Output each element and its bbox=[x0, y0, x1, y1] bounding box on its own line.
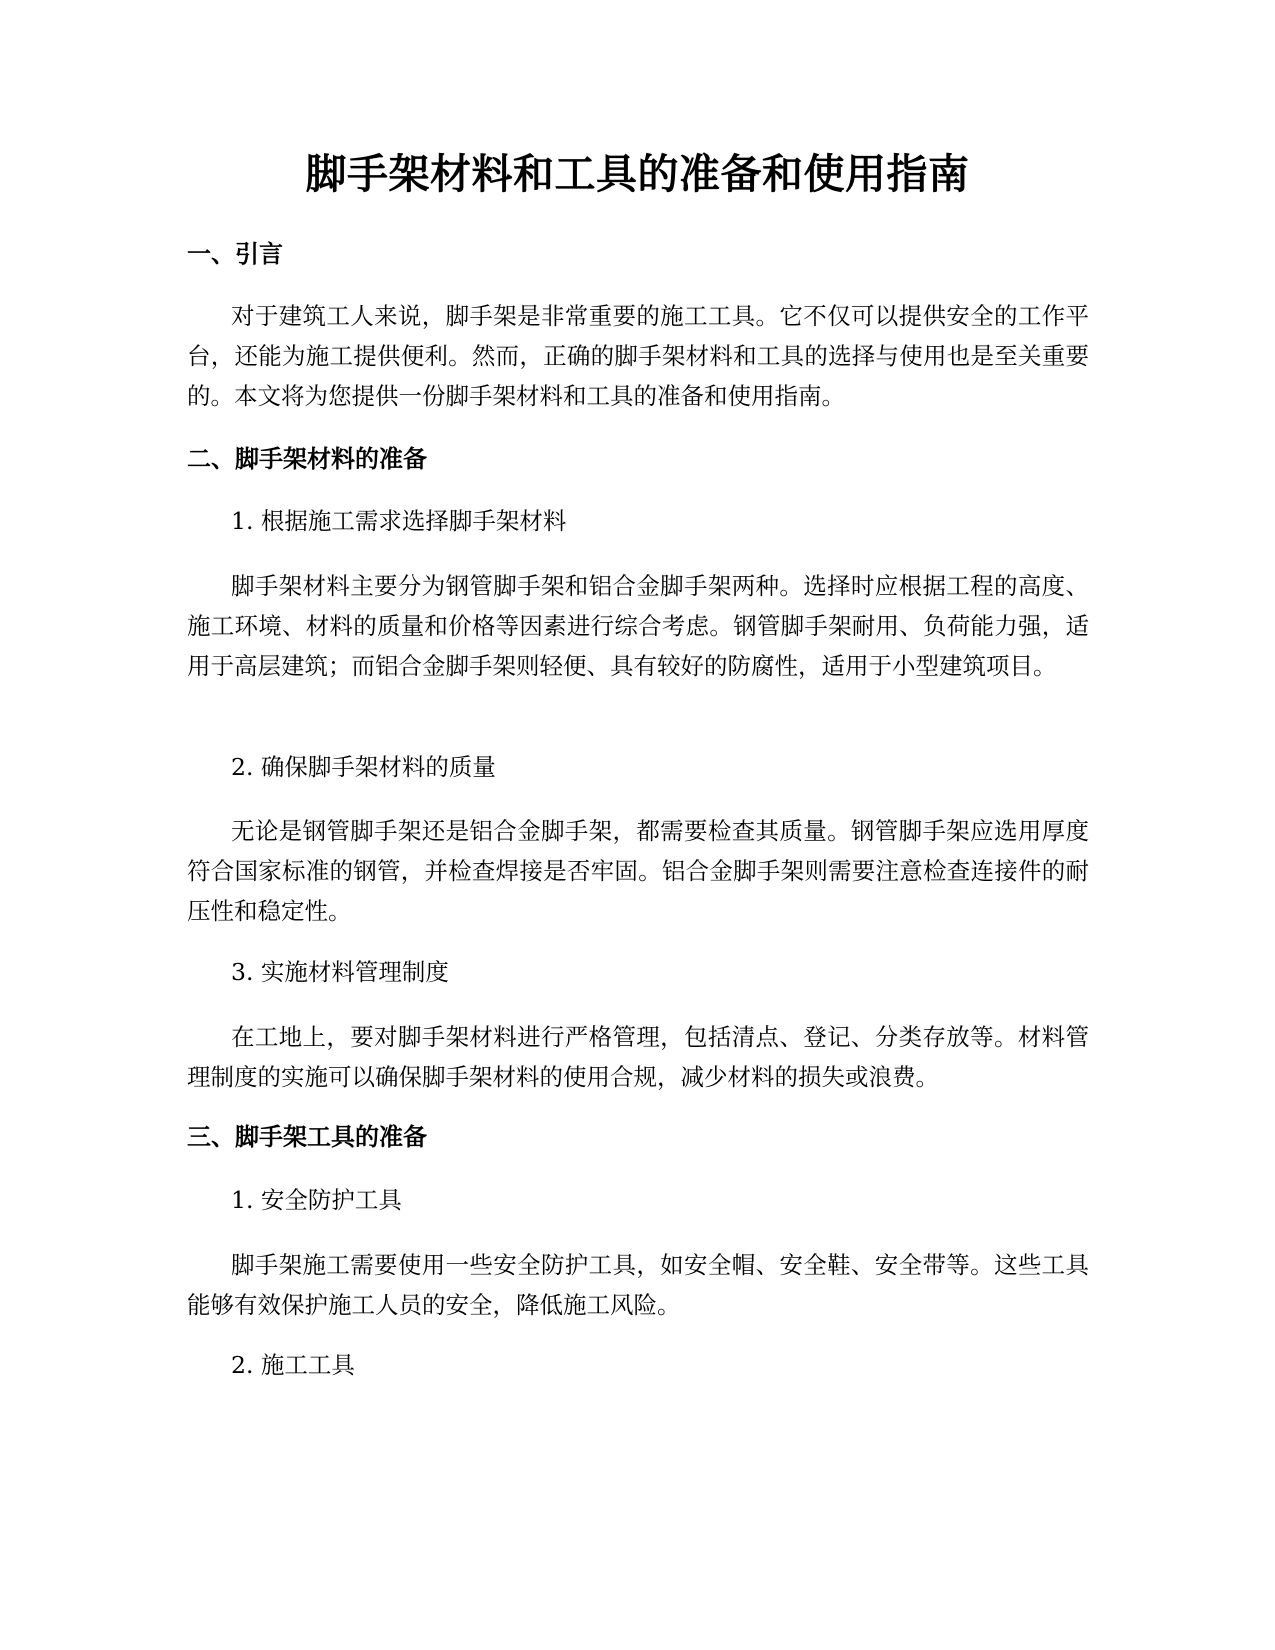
paragraph-safety-tools: 脚手架施工需要使用一些安全防护工具，如安全帽、安全鞋、安全带等。这些工具能够有效保护施工人员的安全，降低施工风险。 bbox=[187, 1251, 1089, 1319]
item-label-safety-tools: 1. 安全防护工具 bbox=[231, 1186, 402, 1214]
document-title: 脚手架材料和工具的准备和使用指南 bbox=[305, 150, 970, 198]
paragraph-material-quality: 无论是钢管脚手架还是铝合金脚手架，都需要检查其质量。钢管脚手架应选用厚度符合国家标准的钢管，并检查焊接是否牢固。铝合金脚手架则需要注意检查连接件的耐压性和稳定性。 bbox=[187, 817, 1089, 925]
item-label-material-management: 3. 实施材料管理制度 bbox=[231, 958, 449, 986]
section-heading-intro: 一、引言 bbox=[187, 240, 283, 268]
paragraph-material-management: 在工地上，要对脚手架材料进行严格管理，包括清点、登记、分类存放等。材料管理制度的实施可以确保脚手架材料的使用合规，减少材料的损失或浪费。 bbox=[187, 1023, 1089, 1091]
section-heading-tools: 三、脚手架工具的准备 bbox=[187, 1123, 427, 1151]
item-label-construction-tools: 2. 施工工具 bbox=[231, 1351, 355, 1379]
section-heading-materials: 二、脚手架材料的准备 bbox=[187, 445, 427, 473]
paragraph-material-selection: 脚手架材料主要分为钢管脚手架和铝合金脚手架两种。选择时应根据工程的高度、施工环境、材料的质量和价格等因素进行综合考虑。钢管脚手架耐用、负荷能力强，适用于高层建筑；而铝合金脚手架则轻便、具有较好的防腐性，适用于小型建筑项目。 bbox=[187, 572, 1089, 680]
paragraph-intro: 对于建筑工人来说，脚手架是非常重要的施工工具。它不仅可以提供安全的工作平台，还能为施工提供便利。然而，正确的脚手架材料和工具的选择与使用也是至关重要的。本文将为您提供一份脚手架材料和工具的准备和使用指南。 bbox=[187, 302, 1089, 410]
item-label-material-selection: 1. 根据施工需求选择脚手架材料 bbox=[231, 507, 567, 535]
item-label-material-quality: 2. 确保脚手架材料的质量 bbox=[231, 753, 496, 781]
